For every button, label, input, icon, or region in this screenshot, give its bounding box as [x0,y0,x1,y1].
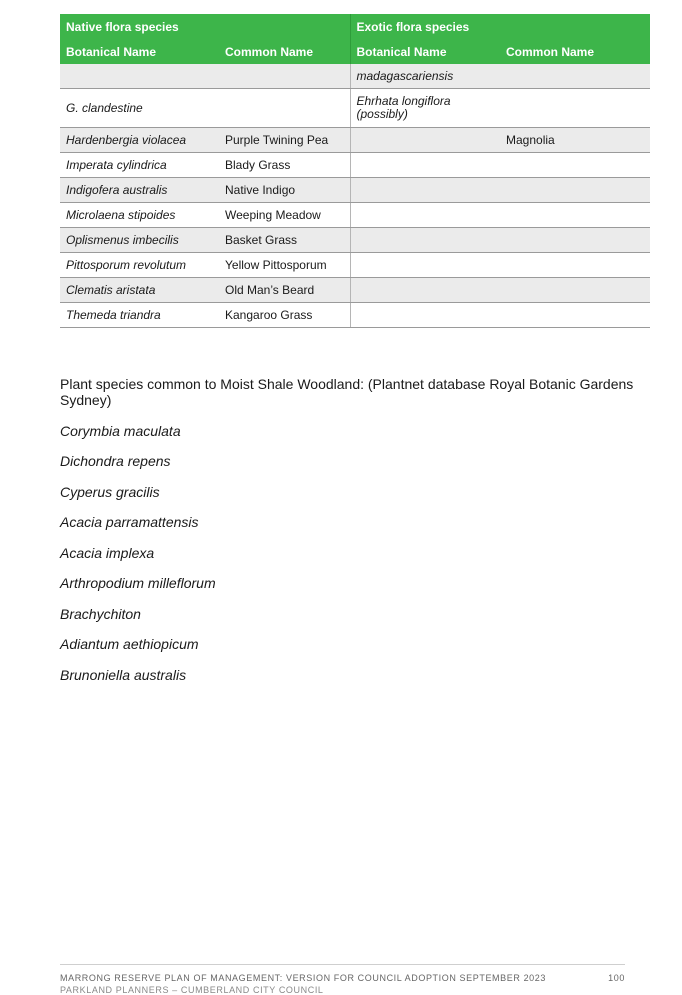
species-item: Cyperus gracilis [60,484,160,500]
native-common-cell: Native Indigo [219,178,350,203]
exotic-botanical-cell [350,153,500,178]
exotic-botanical-cell [350,203,500,228]
species-item: Acacia implexa [60,545,155,561]
species-item: Brachychiton [60,606,141,622]
species-item: Brunoniella australis [60,667,187,683]
col-header-native-botanical: Botanical Name [60,39,219,64]
table-row [60,228,650,253]
native-common-cell: Weeping Meadow [219,203,350,228]
exotic-common-cell [500,228,650,253]
flora-species-table [60,14,650,328]
native-common-cell: Basket Grass [219,228,350,253]
table-row [60,64,650,89]
species-item: Arthropodium milleflorum [60,575,216,591]
exotic-common-cell: Magnolia [500,128,650,153]
exotic-botanical-cell [350,253,500,278]
native-botanical-cell: Microlaena stipoides [60,203,219,228]
native-botanical-cell: G. clandestine [60,89,219,128]
native-common-cell [219,89,350,128]
page-footer [60,973,625,995]
page-number: 100 [608,973,625,983]
species-item: Corymbia maculata [60,423,181,439]
table-row [60,278,650,303]
exotic-common-cell [500,303,650,328]
col-header-exotic-botanical: Botanical Name [350,39,500,64]
table-row [60,253,650,278]
native-common-cell: Purple Twining Pea [219,128,350,153]
native-common-cell: Kangaroo Grass [219,303,350,328]
native-common-cell: Yellow Pittosporum [219,253,350,278]
exotic-common-cell [500,178,650,203]
footer-subtitle: PARKLAND PLANNERS – CUMBERLAND CITY COUNCIL [60,985,324,995]
exotic-common-cell [500,278,650,303]
column-header-row [60,39,650,64]
exotic-common-cell [500,89,650,128]
native-botanical-cell: Themeda triandra [60,303,219,328]
footer-divider [60,964,625,965]
exotic-botanical-cell [350,178,500,203]
group-header-row [60,14,650,39]
col-header-exotic-common: Common Name [500,39,650,64]
native-botanical-cell: Clematis aristata [60,278,219,303]
native-common-cell: Blady Grass [219,153,350,178]
native-common-cell [219,64,350,89]
exotic-common-cell [500,203,650,228]
exotic-botanical-cell: Ehrhata longiflora (possibly) [350,89,500,128]
intro-paragraph: Plant species common to Moist Shale Woodland: (Plantnet database Royal Botanic Gardens Sydney) [60,376,634,408]
species-item: Dichondra repens [60,453,171,469]
exotic-common-cell [500,64,650,89]
exotic-botanical-cell [350,278,500,303]
native-botanical-cell [60,64,219,89]
table-row [60,128,650,153]
native-common-cell: Old Man’s Beard [219,278,350,303]
exotic-group-header: Exotic flora species [350,14,500,39]
native-botanical-cell: Oplismenus imbecilis [60,228,219,253]
native-botanical-cell: Imperata cylindrica [60,153,219,178]
exotic-botanical-cell [350,228,500,253]
species-item: Acacia parramattensis [60,514,199,530]
table-row [60,303,650,328]
native-group-header-blank [219,14,350,39]
exotic-botanical-cell [350,303,500,328]
col-header-native-common: Common Name [219,39,350,64]
exotic-botanical-cell [350,128,500,153]
table-row [60,178,650,203]
exotic-botanical-cell: madagascariensis [350,64,500,89]
table-row [60,203,650,228]
table-row [60,153,650,178]
native-botanical-cell: Hardenbergia violacea [60,128,219,153]
native-group-header: Native flora species [60,14,219,39]
native-botanical-cell: Pittosporum revolutum [60,253,219,278]
footer-title: MARRONG RESERVE PLAN OF MANAGEMENT: VERSION FOR COUNCIL ADOPTION SEPTEMBER 2023 [60,973,546,983]
exotic-common-cell [500,253,650,278]
species-item: Adiantum aethiopicum [60,636,199,652]
exotic-group-header-blank [500,14,650,39]
exotic-common-cell [500,153,650,178]
table-row [60,89,650,128]
native-botanical-cell: Indigofera australis [60,178,219,203]
